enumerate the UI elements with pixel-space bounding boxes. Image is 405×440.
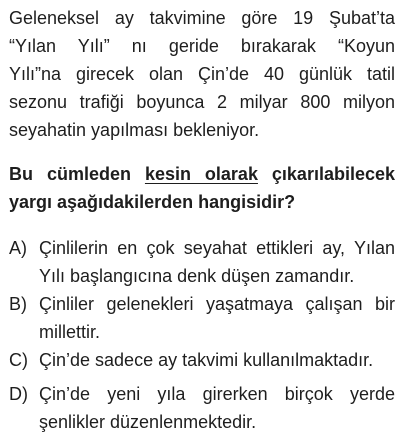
option-d-line-1: Çin’de yeni yıla girerken birçok yerde: [39, 384, 395, 404]
passage-line-2: “Yılan Yılı” nı geride bırakarak “Koyun: [9, 36, 395, 56]
option-c-line-1: Çin’de sadece ay takvimi kullanılmaktadır.: [39, 350, 374, 370]
option-d-letter: D): [9, 384, 28, 404]
passage-line-5: seyahatin yapılması bekleniyor.: [9, 120, 260, 140]
option-a-line-2: Yılı başlangıcına denk düşen zamandır.: [39, 266, 355, 286]
question-line-2: yargı aşağıdakilerden hangisidir?: [9, 192, 296, 212]
option-b-letter: B): [9, 294, 27, 314]
question-text-before: Bu cümleden: [9, 164, 145, 184]
passage-line-3: Yılı”na girecek olan Çin’de 40 günlük tatil: [9, 64, 395, 84]
option-a-line-1: Çinlilerin en çok seyahat ettikleri ay, Yılan: [39, 238, 395, 258]
option-c-letter: C): [9, 350, 28, 370]
option-a-letter: A): [9, 238, 27, 258]
option-b-line-2: millettir.: [39, 322, 101, 342]
question-text-after: çıkarılabilecek: [257, 164, 395, 184]
passage-line-4: sezonu trafiği boyunca 2 milyar 800 milyon: [9, 92, 395, 112]
question-emphasis: kesin olarak: [144, 164, 258, 184]
option-b-line-1: Çinliler gelenekleri yaşatmaya çalışan bir: [39, 294, 395, 314]
passage-line-1: Geleneksel ay takvimine göre 19 Şubat’ta: [9, 8, 395, 28]
option-d-line-2: şenlikler düzenlenmektedir.: [39, 412, 257, 432]
question-line-1: [9, 163, 395, 185]
